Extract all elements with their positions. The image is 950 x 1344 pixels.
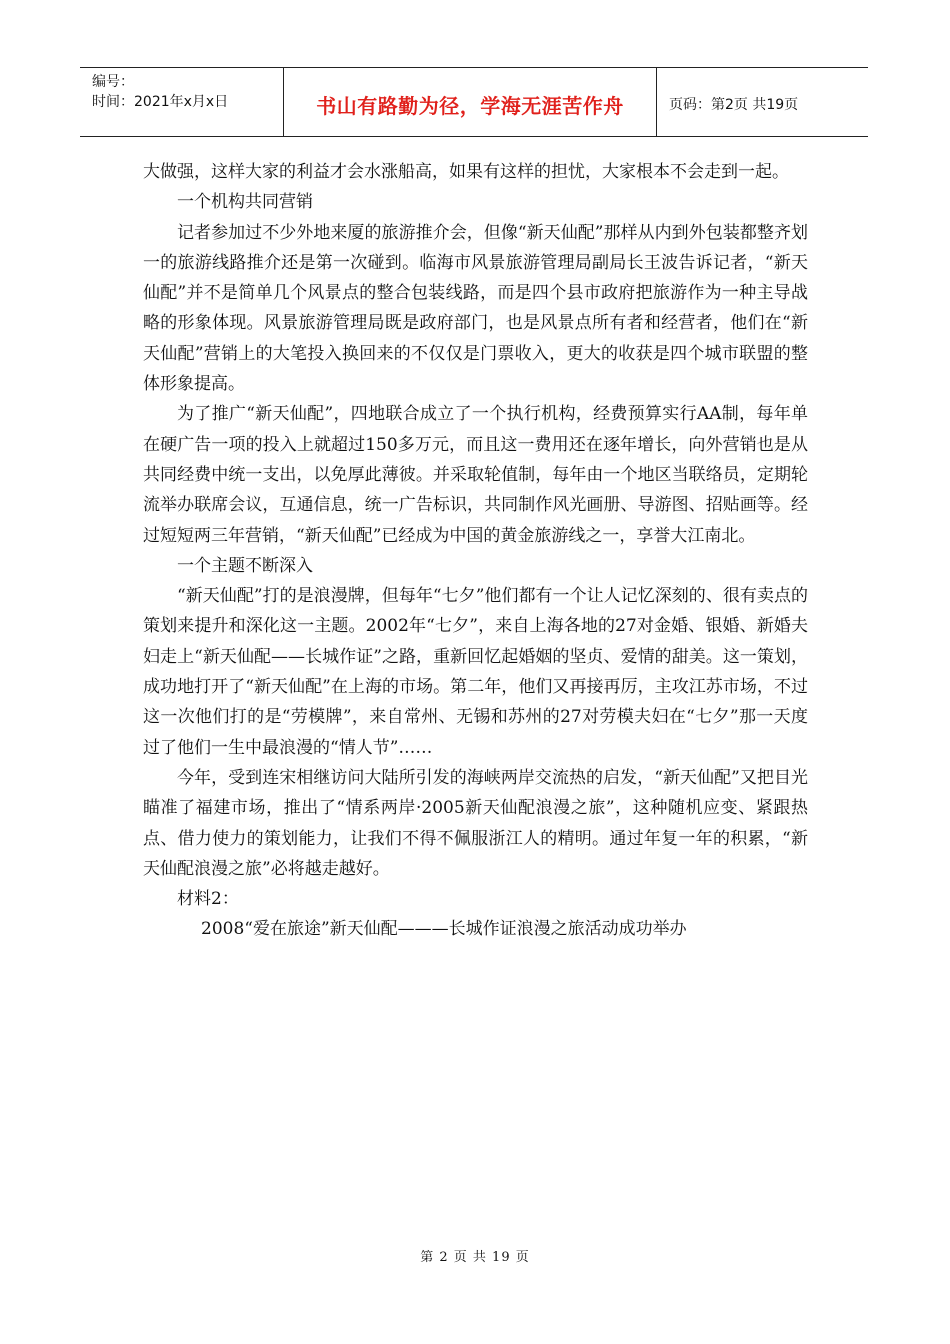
document-header [80, 67, 868, 137]
header-page-number: 页码：第2页 共19页 [669, 97, 799, 113]
material-label: 材料2： [177, 889, 239, 910]
paragraph: “新天仙配”打的是浪漫牌，但每年“七夕”他们都有一个让人记忆深刻的、很有卖点的策划来提升和深化这一主题。2002年“七夕”，来自上海各地的27对金婚、银婚、新婚夫妇走上“新天仙配——长城作证”之路，重新回忆起婚姻的坚贞、爱情的甜美。这一策划，成功地打开了“新天仙配”在上海的市场。第二年，他们又再接再厉，主攻江苏市场，不过这一次他们打的是“劳模牌”，来自常州、无锡和苏州的27对劳模夫妇在“七夕”那一天度过了他们一生中最浪漫的“情人节”…… [143, 586, 808, 758]
section-heading: 一个主题不断深入 [177, 555, 313, 576]
paragraph: 大做强，这样大家的利益才会水涨船高，如果有这样的担忧，大家根本不会走到一起。 [143, 162, 789, 182]
paragraph: 为了推广“新天仙配”，四地联合成立了一个执行机构，经费预算实行AA制，每年单在硬广告一项的投入上就超过150多万元，而且这一费用还在逐年增长，向外营销也是从共同经费中统一支出，以免厚此薄彼。并采取轮值制，每年由一个地区当联络员，定期轮流举办联席会议，互通信息，统一广告标识，共同制作风光画册、导游图、招贴画等。经过短短两三年营销，“新天仙配”已经成为中国的黄金旅游线之一，享誉大江南北。 [143, 404, 808, 546]
section-heading: 一个机构共同营销 [177, 192, 313, 213]
paragraph: 今年，受到连宋相继访问大陆所引发的海峡两岸交流热的启发，“新天仙配”又把目光瞄准了福建市场，推出了“情系两岸·2005新天仙配浪漫之旅”，这种随机应变、紧跟热点、借力使力的策划能力，让我们不得不佩服浙江人的精明。通过年复一年的积累，“新天仙配浪漫之旅”必将越走越好。 [143, 767, 808, 879]
header-meta [80, 68, 284, 136]
paragraph: 记者参加过不少外地来厦的旅游推介会，但像“新天仙配”那样从内到外包装都整齐划一的旅游线路推介还是第一次碰到。临海市风景旅游管理局副局长王波告诉记者，“新天仙配”并不是简单几个风景点的整合包装线路，而是四个县市政府把旅游作为一种主导战略的形象体现。风景旅游管理局既是政府部门，也是风景点所有者和经营者，他们在“新天仙配”营销上的大笔投入换回来的不仅仅是门票收入，更大的收获是四个城市联盟的整体形象提高。 [143, 222, 808, 395]
page-footer: 第 2 页 共 19 页 [420, 1250, 530, 1265]
document-number: 编号： [92, 74, 134, 90]
header-motto: 书山有路勤为径，学海无涯苦作舟 [284, 68, 657, 136]
document-body [143, 157, 808, 945]
material-title: 2008“爱在旅途”新天仙配———长城作证浪漫之旅活动成功举办 [201, 919, 687, 940]
document-time: 时间：2021年x月x日 [92, 94, 229, 110]
